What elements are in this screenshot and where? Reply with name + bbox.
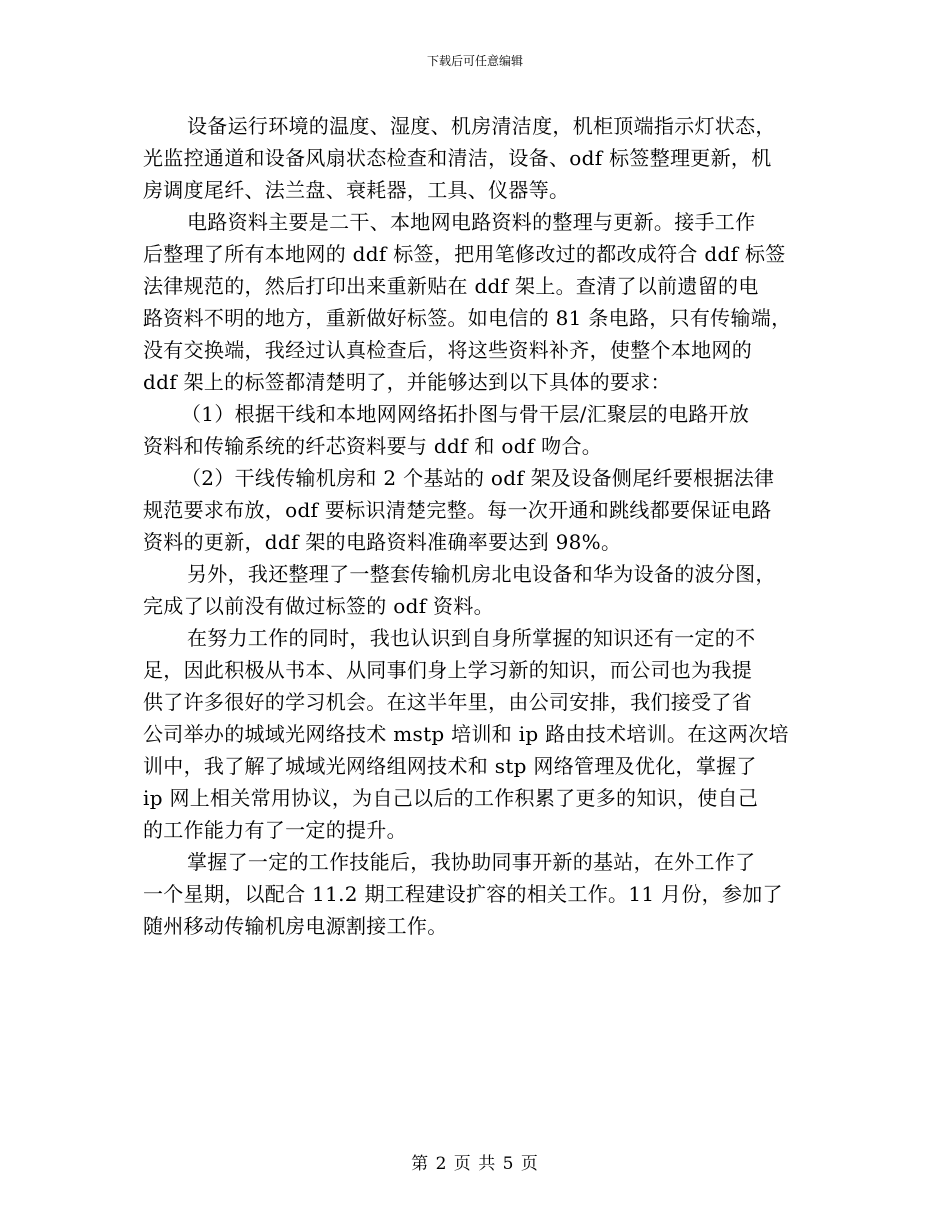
text-line: 完成了以前没有做过标签的 odf 资料。 [143, 594, 494, 618]
text-line: 资料的更新，ddf 架的电路资料准确率要达到 98%。 [143, 530, 622, 554]
text-line: 足，因此积极从书本、从同事们身上学习新的知识，而公司也为我提 [143, 658, 752, 682]
text-line: （1）根据干线和本地网网络拓扑图与骨干层/汇聚层的电路开放 [181, 402, 750, 426]
text-line: ip 网上相关常用协议，为自己以后的工作积累了更多的知识，使自己 [143, 786, 759, 810]
text-line: 没有交换端，我经过认真检查后，将这些资料补齐，使整个本地网的 [143, 338, 752, 362]
text-line: 的工作能力有了一定的提升。 [143, 818, 407, 842]
text-line: ddf 架上的标签都清楚明了，并能够达到以下具体的要求： [143, 370, 671, 394]
page-header: 下载后可任意编辑 [426, 54, 523, 68]
document-body [143, 110, 813, 942]
text-line: 资料和传输系统的纤芯资料要与 ddf 和 odf 吻合。 [143, 434, 603, 458]
text-line: 在努力工作的同时，我也认识到自身所掌握的知识还有一定的不 [187, 626, 756, 650]
text-line: 电路资料主要是二干、本地网电路资料的整理与更新。接手工作 [187, 210, 756, 234]
text-line: 后整理了所有本地网的 ddf 标签，把用笔修改过的都改成符合 ddf 标签 [143, 242, 786, 266]
text-line: 一个星期，以配合 11.2 期工程建设扩容的相关工作。11 月份，参加了 [143, 882, 783, 906]
text-line: 光监控通道和设备风扇状态检查和清洁，设备、odf 标签整理更新，机 [143, 146, 772, 170]
text-line: 供了许多很好的学习机会。在这半年里，由公司安排，我们接受了省 [143, 690, 752, 714]
text-line: 另外，我还整理了一整套传输机房北电设备和华为设备的波分图， [187, 562, 776, 586]
text-line: 设备运行环境的温度、湿度、机房清洁度，机柜顶端指示灯状态， [187, 114, 776, 138]
text-line: 随州移动传输机房电源割接工作。 [143, 914, 448, 938]
text-line: 路资料不明的地方，重新做好标签。如电信的 81 条电路，只有传输端， [143, 306, 792, 330]
text-line: 房调度尾纤、法兰盘、衰耗器，工具、仪器等。 [143, 178, 570, 202]
text-line: （2）干线传输机房和 2 个基站的 odf 架及设备侧尾纤要根据法律 [181, 466, 775, 490]
text-line: 法律规范的，然后打印出来重新贴在 ddf 架上。查清了以前遗留的电 [143, 274, 759, 298]
text-line: 掌握了一定的工作技能后，我协助同事开新的基站，在外工作了 [187, 850, 756, 874]
text-line: 公司举办的城域光网络技术 mstp 培训和 ip 路由技术培训。在这两次培 [143, 722, 789, 746]
text-line: 规范要求布放，odf 要标识清楚完整。每一次开通和跳线都要保证电路 [143, 498, 772, 522]
page-footer: 第 2 页 共 5 页 [411, 1154, 539, 1174]
text-line: 训中，我了解了城域光网络组网技术和 stp 网络管理及优化，掌握了 [143, 754, 757, 778]
